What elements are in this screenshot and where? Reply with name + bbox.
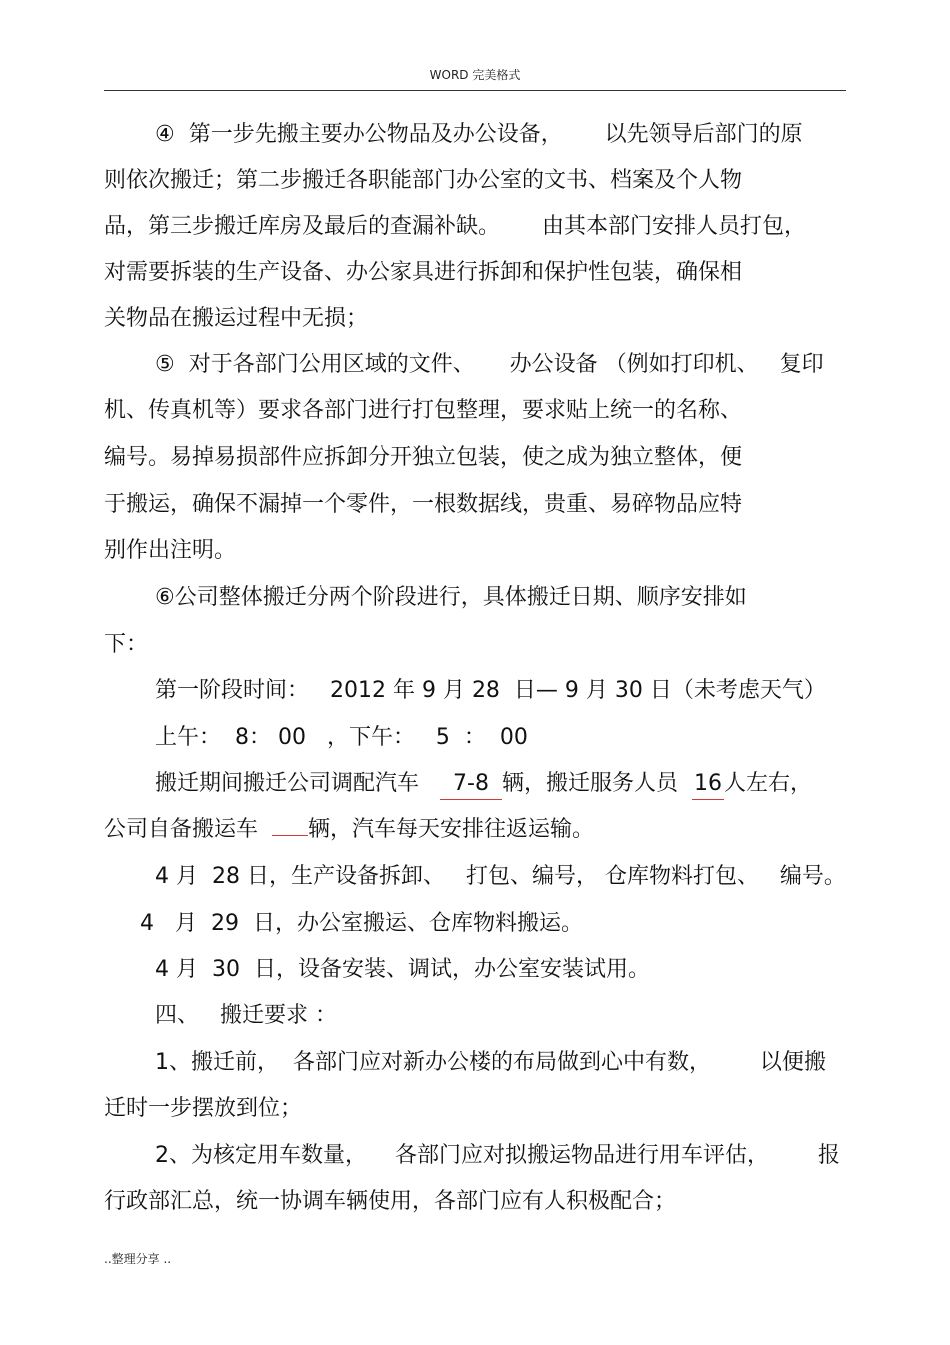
header-divider xyxy=(104,90,846,91)
own-vehicle-text-after: 辆，汽车每天安排往返运输。 xyxy=(308,817,595,842)
own-vehicle-text-before: 公司自备搬运车 xyxy=(104,817,272,842)
body-line: 下： xyxy=(104,632,149,657)
phase-time-line: 第一阶段时间： 2012 年 9 月 28 日— 9 月 30 日（未考虑天气） xyxy=(155,678,826,703)
body-line: 关物品在搬运过程中无损； xyxy=(104,306,369,331)
requirement-line: 迁时一步摆放到位； xyxy=(104,1096,303,1121)
requirement-line: 1、搬迁前， 各部门应对新办公楼的布局做到心中有数， 以便搬 xyxy=(155,1050,826,1075)
body-line: 别作出注明。 xyxy=(104,538,237,563)
body-line: 对需要拆装的生产设备、办公家具进行拆卸和保护性包装，确保相 xyxy=(104,260,743,285)
schedule-line: 4 月 29 日，办公室搬运、仓库物料搬运。 xyxy=(140,911,583,936)
body-line: 于搬运，确保不漏掉一个零件，一根数据线，贵重、易碎物品应特 xyxy=(104,492,743,517)
hours-line: 上午： 8： 00 ，下午： 5 ： 00 xyxy=(155,725,528,750)
own-vehicle-line xyxy=(104,815,594,845)
requirement-line: 行政部汇总，统一协调车辆使用，各部门应有人积极配合； xyxy=(104,1189,677,1214)
staff-blank: 16 xyxy=(692,769,724,800)
page-header: WORD 完美格式 xyxy=(429,68,521,82)
body-line: 品，第三步搬迁库房及最后的查漏补缺。 由其本部门安排人员打包， xyxy=(104,214,806,239)
page-footer: ..整理分享 .. xyxy=(104,1252,172,1266)
vehicle-text-before: 搬迁期间搬迁公司调配汽车 xyxy=(155,771,440,796)
vehicle-line xyxy=(155,769,812,799)
body-line: 则依次搬迁；第二步搬迁各职能部门办公室的文书、档案及个人物 xyxy=(104,168,743,193)
schedule-line: 4 月 28 日，生产设备拆卸、 打包、编号， 仓库物料打包、 编号。 xyxy=(155,864,846,889)
section-title: 四、 搬迁要求 ： xyxy=(155,1003,337,1028)
own-vehicle-blank xyxy=(272,835,308,836)
cars-blank: 7-8 xyxy=(440,769,502,800)
body-line: 机、传真机等）要求各部门进行打包整理，要求贴上统一的名称、 xyxy=(104,398,743,423)
vehicle-text-after: 人左右， xyxy=(723,771,812,796)
requirement-line: 2、为核定用车数量， 各部门应对拟搬运物品进行用车评估， 报 xyxy=(155,1143,840,1168)
vehicle-text-middle: 辆，搬迁服务人员 xyxy=(501,771,692,796)
schedule-line: 4 月 30 日，设备安装、调试，办公室安装试用。 xyxy=(155,957,650,982)
body-line: 编号。易掉易损部件应拆卸分开独立包装，使之成为独立整体，便 xyxy=(104,445,743,470)
body-line: ④ 第一步先搬主要办公物品及办公设备， 以先领导后部门的原 xyxy=(155,122,803,147)
body-line: ⑥公司整体搬迁分两个阶段进行，具体搬迁日期、顺序安排如 xyxy=(155,585,747,610)
body-line: ⑤ 对于各部门公用区域的文件、 办公设备 （例如打印机、 复印 xyxy=(155,352,824,377)
